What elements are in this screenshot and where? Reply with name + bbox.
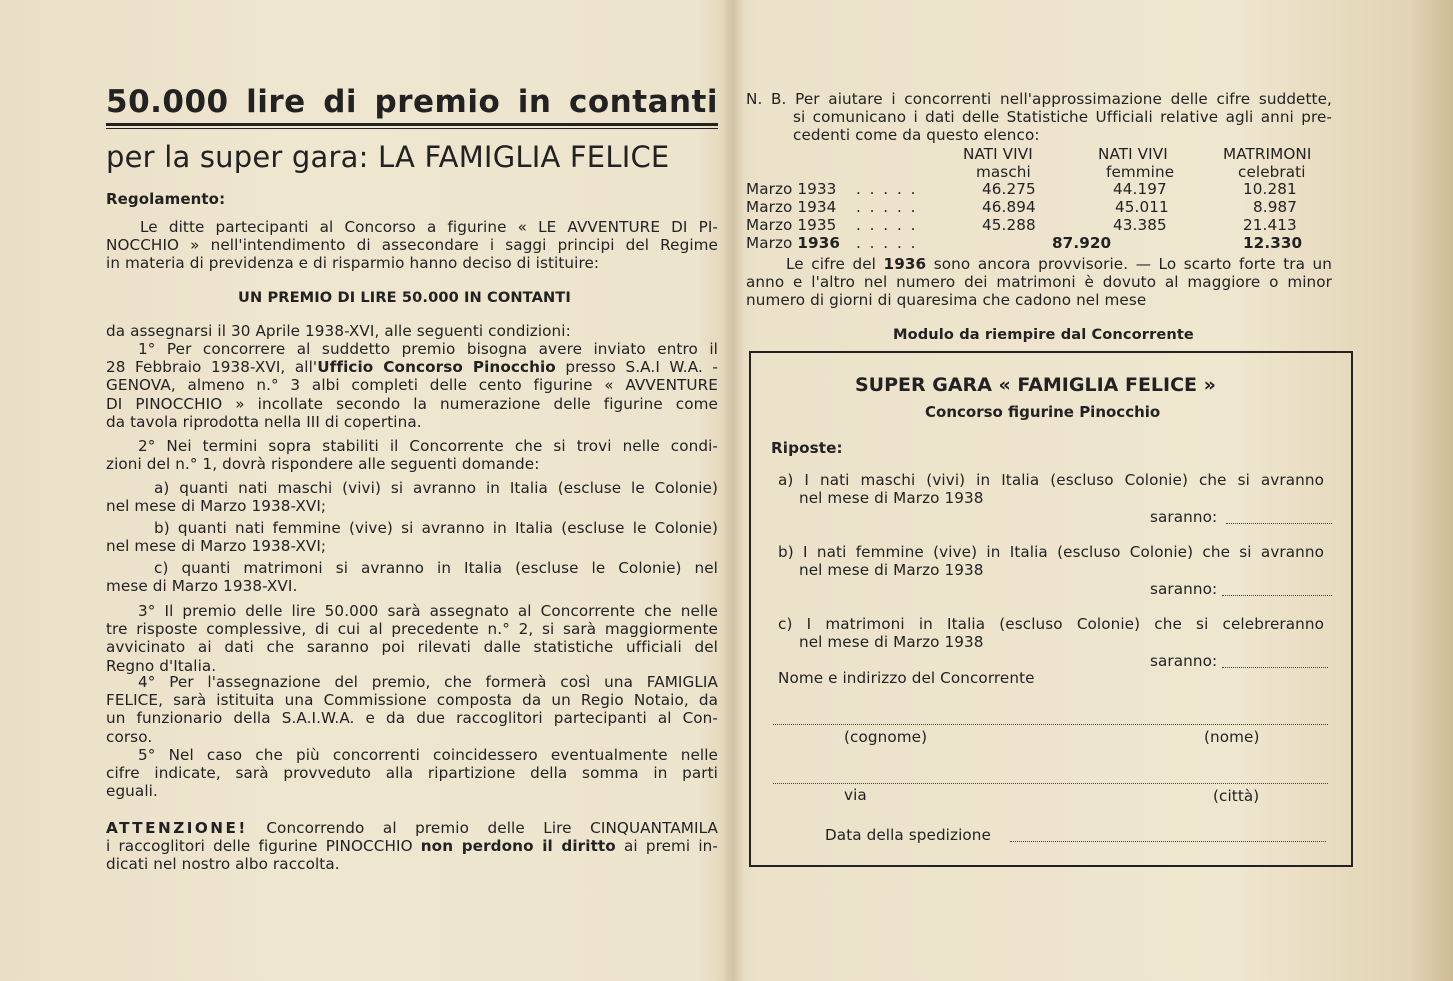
answer-b-field[interactable] (1222, 595, 1332, 596)
p2-line-2: zioni del n.° 1, dovrà rispondere alle seguenti domande: (106, 455, 540, 474)
p1-line-4: DI PINOCCHIO » incollate secondo la numerazione delle figurine come (106, 394, 718, 413)
question-c (106, 559, 718, 595)
p4-line-3: un funzionario della S.A.I.W.A. e da due raccoglitori partecipanti al Con- (106, 709, 718, 728)
p1-line-2 (106, 358, 718, 376)
att-line-1 (106, 819, 718, 837)
p1-line-3: GENOVA, almeno n.° 3 albi completi delle cento figurine « AVVENTURE (106, 376, 718, 395)
note-1a: Le cifre del (786, 255, 884, 273)
subtitle-text: per la super gara: LA FAMIGLIA FELICE (106, 140, 670, 174)
att-line-2 (106, 837, 718, 855)
fc-line-2: nel mese di Marzo 1938 (799, 633, 984, 652)
subtitle (106, 140, 718, 174)
attenzione-paragraph (106, 819, 718, 874)
p3-line-2: tre risposte complessive, di cui al precedente n.° 2, si sarà maggiormente (106, 620, 718, 639)
p4-line-2: FELICE, sarà istituita una Commissione composta da un Regio Notaio, da (106, 691, 718, 710)
riposte-label: Riposte: (771, 439, 843, 457)
answer-a-field[interactable] (1226, 523, 1332, 524)
modulo-heading: Modulo da riempire dal Concorrente (893, 326, 1194, 343)
paragraph-5 (106, 746, 718, 801)
header-female-1: NATI VIVI (1098, 145, 1168, 163)
provisional-note (746, 255, 1332, 310)
assign-line: da assegnarsi il 30 Aprile 1938-XVI, alle seguenti condizioni: (106, 322, 571, 340)
qc-line-1: c) quanti matrimoni si avranno in Italia (escluse le Colonie) nel (154, 559, 718, 577)
name-field[interactable] (773, 724, 1328, 725)
row-label-text: Marzo (746, 234, 798, 252)
note-line-1 (746, 255, 1332, 273)
paragraph-3 (106, 602, 718, 675)
regolamento-heading: Regolamento: (106, 190, 226, 208)
row-male: 46.894 (982, 198, 1036, 216)
p3-line-1: 3° Il premio delle lire 50.000 sarà assegnato al Concorrente che nelle (138, 602, 718, 620)
form-title: SUPER GARA « FAMIGLIA FELICE » (855, 374, 1216, 396)
citta-label: (città) (1213, 787, 1260, 805)
qb-line-2: nel mese di Marzo 1938-XVI; (106, 537, 327, 556)
question-b (106, 519, 718, 555)
p3-line-3: avvicinato ai dati che saranno poi rilevati dalle statistiche ufficiali del (106, 638, 718, 657)
row-label (746, 234, 840, 252)
nb-line-2: si comunicano i dati delle Statistiche Ufficiali relative agli anni pre- (793, 108, 1332, 127)
row-dots: . . . . . (856, 198, 918, 216)
saranno-a-label: saranno: (1150, 508, 1218, 526)
address-field[interactable] (773, 783, 1328, 784)
p1-line-5: da tavola riprodotta nella III di copertina. (106, 412, 422, 431)
nome-indirizzo-label: Nome e indirizzo del Concorrente (778, 669, 1035, 687)
row-dots: . . . . . (856, 234, 918, 252)
answer-c-field[interactable] (1222, 667, 1328, 668)
saranno-b-label: saranno: (1150, 580, 1218, 598)
row-label: Marzo 1934 (746, 198, 837, 216)
fc-line-1: c) I matrimoni in Italia (escluso Colonie) che si celebreranno (778, 615, 1324, 633)
attenzione-label: ATTENZIONE! (106, 819, 248, 837)
header-male-2: maschi (976, 163, 1031, 181)
row-year-bold: 1936 (797, 234, 841, 252)
p4-line-1: 4° Per l'assegnazione del premio, che formerà così una FAMIGLIA (138, 673, 718, 691)
question-a (106, 479, 718, 515)
form-subtitle: Concorso figurine Pinocchio (925, 403, 1161, 421)
row-marriage: 12.330 (1243, 234, 1303, 252)
qb-line-1: b) quanti nati femmine (vive) si avranno in Italia (escluse le Colonie) (154, 519, 718, 537)
row-dots: . . . . . (856, 180, 918, 198)
intro-line-2: NOCCHIO » nell'intendimento di assecondare i saggi principi del Regime (106, 236, 718, 255)
header-male-1: NATI VIVI (963, 145, 1033, 163)
main-title: 50.000 lire di premio in contanti (106, 84, 718, 120)
p4-line-4: corso. (106, 727, 153, 746)
fa-line-1: a) I nati maschi (vivi) in Italia (escluso Colonie) che si avranno (778, 471, 1324, 489)
note-line-3: numero di giorni di quaresima che cadono nel mese (746, 291, 1147, 310)
intro-line-1: Le ditte partecipanti al Concorso a figurine « LE AVVENTURE DI PI- (140, 218, 718, 236)
row-female: 44.197 (1113, 180, 1167, 198)
date-field[interactable] (1010, 841, 1326, 842)
intro-paragraph (106, 218, 718, 273)
row-male: 45.288 (982, 216, 1036, 234)
p1-line-1: 1° Per concorrere al suddetto premio bisogna avere inviato entro il (138, 340, 718, 358)
fb-line-2: nel mese di Marzo 1938 (799, 561, 984, 580)
row-label: Marzo 1935 (746, 216, 837, 234)
paragraph-1 (106, 340, 718, 431)
note-year-bold: 1936 (883, 255, 927, 273)
fa-line-2: nel mese di Marzo 1938 (799, 489, 984, 508)
paragraph-4 (106, 673, 718, 746)
title-rule-thick (106, 123, 718, 126)
nome-label: (nome) (1204, 728, 1260, 746)
row-total: 87.920 (1052, 234, 1112, 252)
entry-form-box (749, 351, 1353, 867)
p1-line-2a: 28 Febbraio 1938-XVI, all' (106, 358, 318, 377)
note-1c: sono ancora provvisorie. — Lo scarto forte tra un (926, 255, 1332, 273)
att-line-2a: i raccoglitori delle figurine PINOCCHIO (106, 837, 421, 856)
row-marriage: 8.987 (1253, 198, 1297, 216)
form-question-a (778, 471, 1324, 507)
header-female-2: femmine (1106, 163, 1175, 181)
qa-line-1: a) quanti nati maschi (vivi) si avranno in Italia (escluse le Colonie) (154, 479, 718, 497)
row-label: Marzo 1933 (746, 180, 837, 198)
form-question-b (778, 543, 1324, 579)
header-marriage-1: MATRIMONI (1223, 145, 1312, 163)
p5-line-1: 5° Nel caso che più concorrenti coincidessero eventualmente nelle (138, 746, 718, 764)
note-line-2: anno e l'altro nel numero dei matrimoni è dovuto al maggiore o minor (746, 273, 1332, 292)
row-marriage: 10.281 (1243, 180, 1297, 198)
row-female: 43.385 (1113, 216, 1167, 234)
ufficio-bold: Ufficio Concorso Pinocchio (317, 358, 556, 377)
nb-line-1: N. B. Per aiutare i concorrenti nell'approssimazione delle cifre suddette, (746, 90, 1332, 108)
att-line-1-text: Concorrendo al premio delle Lire CINQUANTAMILA (247, 819, 718, 837)
title-rule-thin (106, 128, 718, 129)
header-marriage-2: celebrati (1238, 163, 1306, 181)
p5-line-2: cifre indicate, sarà provveduto alla ripartizione della somma in parti (106, 764, 718, 783)
data-spedizione-label: Data della spedizione (825, 826, 991, 844)
via-label: via (844, 786, 867, 804)
row-male: 46.275 (982, 180, 1036, 198)
non-perdono-bold: non perdono il diritto (420, 837, 616, 856)
p3-line-4: Regno d'Italia. (106, 656, 217, 675)
att-line-3: dicati nel nostro albo raccolta. (106, 855, 340, 874)
p5-line-3: eguali. (106, 782, 158, 801)
saranno-c-label: saranno: (1150, 652, 1218, 670)
nb-line-3: cedenti come da questo elenco: (793, 126, 1040, 145)
paragraph-2 (106, 437, 718, 473)
book-spine-shadow (722, 0, 744, 981)
form-question-c (778, 615, 1324, 651)
row-marriage: 21.413 (1243, 216, 1297, 234)
prize-heading: UN PREMIO DI LIRE 50.000 IN CONTANTI (238, 289, 571, 306)
cognome-label: (cognome) (844, 728, 928, 746)
row-female: 45.011 (1115, 198, 1169, 216)
p2-line-1: 2° Nei termini sopra stabiliti il Concorrente che si trovi nelle condi- (138, 437, 718, 455)
row-dots: . . . . . (856, 216, 918, 234)
qc-line-2: mese di Marzo 1938-XVI. (106, 577, 298, 596)
qa-line-2: nel mese di Marzo 1938-XVI; (106, 497, 327, 516)
intro-line-3: in materia di previdenza e di risparmio hanno deciso di istituire: (106, 254, 600, 273)
fb-line-1: b) I nati femmine (vive) in Italia (escluso Colonie) che si avranno (778, 543, 1324, 561)
p1-line-2b: presso S.A.I W.A. - (555, 358, 718, 377)
att-line-2c: ai premi in- (615, 837, 718, 856)
nb-paragraph (746, 90, 1332, 145)
